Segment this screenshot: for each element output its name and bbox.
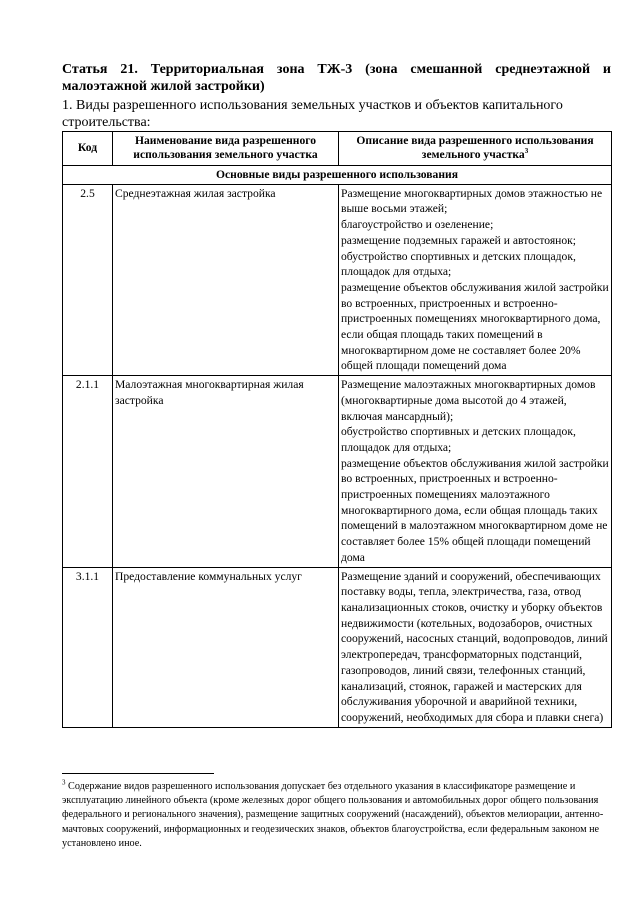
row-name: Малоэтажная многоквартирная жилая застройка [113, 376, 339, 567]
article-subtitle: 1. Виды разрешенного использования земельных участков и объектов капитального строительства: [62, 98, 563, 130]
row-description [339, 376, 612, 567]
row-description [339, 184, 612, 375]
table-row [63, 184, 612, 375]
header-code: Код [63, 132, 113, 166]
table-row [63, 376, 612, 567]
section-row [63, 166, 612, 185]
header-name: Наименование вида разрешенного использования земельного участка [113, 132, 339, 166]
header-description-text: Описание вида разрешенного использования земельного участка [356, 134, 594, 161]
row-description [339, 567, 612, 727]
table-header-row [63, 132, 612, 166]
footnote [62, 780, 611, 851]
description-line: благоустройство и озеленение; [341, 218, 494, 232]
permitted-use-table [62, 131, 612, 728]
footnote-mark: 3 [62, 778, 66, 787]
description-line: размещение объектов обслуживания жилой застройки во встроенных, пристроенных и встроенно-пристроенных помещениях малоэтажного многоквартирного дома, если общая площадь таких помещений в малоэтажном многоквартирном доме не составляет более 15% общей площади помещений дома [341, 456, 609, 564]
row-name: Среднеэтажная жилая застройка [113, 184, 339, 375]
description-line: обустройство спортивных и детских площадок, площадок для отдыха; [341, 425, 576, 454]
description-line: Размещение малоэтажных многоквартирных домов (многоквартирные дома высотой до 4 этажей, включая мансардный); [341, 378, 596, 423]
row-code: 2.5 [63, 184, 113, 375]
footnote-separator [62, 773, 214, 774]
row-name: Предоставление коммунальных услуг [113, 567, 339, 727]
footnote-reference: 3 [524, 147, 529, 156]
row-code: 2.1.1 [63, 376, 113, 567]
row-code: 3.1.1 [63, 567, 113, 727]
article-title: Статья 21. Территориальная зона ТЖ-3 (зона смешанной среднеэтажной и малоэтажной жилой застройки) [62, 62, 611, 94]
description-line: размещение объектов обслуживания жилой застройки во встроенных, пристроенных и встроенно-пристроенных помещениях многоквартирного дома, если общая площадь таких помещений в многоквартирном доме не составляет более 20% общей площади помещений дома [341, 280, 609, 373]
description-line: Размещение многоквартирных домов этажностью не выше восьми этажей; [341, 186, 603, 216]
description-line: обустройство спортивных и детских площадок, площадок для отдыха; [341, 249, 576, 279]
table-row [63, 567, 612, 727]
header-description [339, 132, 612, 166]
description-line: размещение подземных гаражей и автостоянок; [341, 233, 577, 247]
footnote-text: Содержание видов разрешенного использования допускает без отдельного указания в классификаторе размещение и эксплуатацию линейного объекта (кроме железных дорог общего пользования и автомобильных дорог общего пользования федерального и регионального значения), размещение защитных сооружений (насаждений), объектов мелиорации, антенно-мачтовых сооружений, информационных и геодезических знаков, объектов благоустройства, если федеральным законом не установлено иное. [62, 781, 604, 849]
description-line: Размещение зданий и сооружений, обеспечивающих поставку воды, тепла, электричества, газа, отвод канализационных стоков, очистку и уборку объектов недвижимости (котельных, водозаборов, очистных сооружений, насосных станций, водопроводов, линий электропередач, трансформаторных подстанций, газопроводов, линий связи, телефонных станций, канализаций, стоянок, гаражей и мастерских для обслуживания уборочной и аварийной техники, сооружений, необходимых для сбора и плавки снега) [341, 569, 608, 724]
section-title: Основные виды разрешенного использования [63, 166, 612, 185]
